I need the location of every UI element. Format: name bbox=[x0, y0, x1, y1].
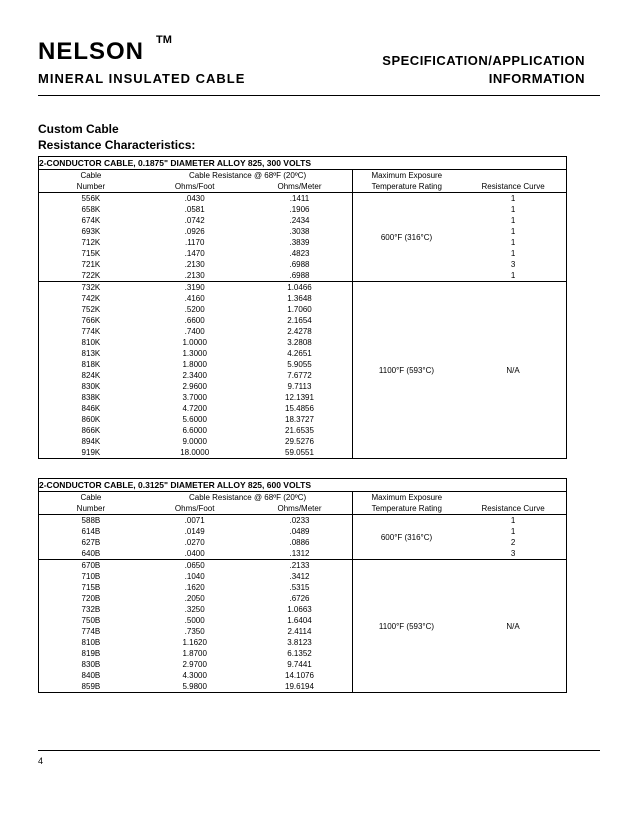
cable-number-cell: 919K bbox=[81, 448, 101, 457]
table-row bbox=[39, 248, 566, 259]
cable-number-cell: 715K bbox=[81, 249, 101, 258]
ohms-foot-cell: .3250 bbox=[184, 605, 205, 614]
resistance-curve-cell: 1 bbox=[510, 271, 516, 280]
resistance-table-2 bbox=[38, 478, 567, 693]
cable-number-cell: 721K bbox=[81, 260, 101, 269]
ohms-foot-cell: .2130 bbox=[184, 271, 205, 280]
ohms-foot-cell: .7350 bbox=[184, 627, 205, 636]
header-cell: Temperature Rating bbox=[371, 182, 442, 191]
resistance-curve-cell: 1 bbox=[510, 238, 516, 247]
footer-rule bbox=[38, 750, 600, 751]
ohms-meter-cell: .5315 bbox=[247, 582, 354, 593]
table-row bbox=[39, 270, 566, 281]
table-header-row bbox=[39, 170, 566, 181]
ohms-foot-cell: .0400 bbox=[184, 549, 205, 558]
cable-number-cell: 588B bbox=[81, 516, 101, 525]
ohms-foot-cell: 4.7200 bbox=[182, 404, 207, 413]
cable-number-cell: 710B bbox=[81, 572, 101, 581]
ohms-foot-cell: 1.1620 bbox=[182, 638, 207, 647]
ohms-foot-cell: .2130 bbox=[184, 260, 205, 269]
cable-number-cell: 627B bbox=[81, 538, 101, 547]
ohms-meter-cell: .4823 bbox=[247, 248, 354, 259]
header-right-line1: SPECIFICATION/APPLICATION bbox=[382, 53, 585, 68]
ohms-foot-cell: 1.0000 bbox=[182, 338, 207, 347]
ohms-foot-cell: 1.8700 bbox=[182, 649, 207, 658]
ohms-foot-cell: .1170 bbox=[184, 238, 205, 247]
resistance-curve-cell: N/A bbox=[506, 621, 520, 631]
table-header-row bbox=[39, 181, 566, 193]
header-cell: Cable Resistance @ 68ºF (20ºC) bbox=[143, 492, 354, 503]
table-row bbox=[39, 226, 566, 237]
cable-number-cell: 818K bbox=[81, 360, 101, 369]
cable-number-cell: 722K bbox=[81, 271, 101, 280]
ohms-meter-cell: 2.1654 bbox=[247, 315, 354, 326]
ohms-foot-cell: .0650 bbox=[184, 561, 205, 570]
table-row bbox=[39, 215, 566, 226]
cable-number-cell: 750B bbox=[81, 616, 101, 625]
ohms-meter-cell: .3038 bbox=[247, 226, 354, 237]
ohms-meter-cell: 5.9055 bbox=[247, 359, 354, 370]
cable-number-cell: 819B bbox=[81, 649, 101, 658]
ohms-meter-cell: .2133 bbox=[247, 560, 354, 571]
ohms-foot-cell: 1.8000 bbox=[182, 360, 207, 369]
table-title: 2-CONDUCTOR CABLE, 0.1875" DIAMETER ALLOY 825, 300 VOLTS bbox=[39, 157, 566, 170]
ohms-meter-cell: .0489 bbox=[247, 526, 354, 537]
header-cell: Cable bbox=[80, 493, 102, 502]
ohms-foot-cell: 1.3000 bbox=[182, 349, 207, 358]
ohms-meter-cell: 1.0466 bbox=[247, 282, 354, 293]
cable-number-cell: 670B bbox=[81, 561, 101, 570]
ohms-meter-cell: 19.6194 bbox=[247, 681, 354, 692]
header-cell: Ohms/Meter bbox=[247, 181, 354, 192]
temperature-rating-cell: 1100°F (593°C) bbox=[378, 365, 435, 375]
ohms-foot-cell: 5.9800 bbox=[182, 682, 207, 691]
table-row bbox=[39, 526, 566, 537]
ohms-foot-cell: 18.0000 bbox=[180, 448, 210, 457]
resistance-curve-cell: N/A bbox=[506, 365, 520, 375]
ohms-foot-cell: 6.6000 bbox=[182, 426, 207, 435]
ohms-foot-cell: .0270 bbox=[184, 538, 205, 547]
table-row bbox=[39, 193, 566, 204]
brand-logo-text: NELSON bbox=[38, 38, 145, 65]
ohms-foot-cell: .5200 bbox=[184, 305, 205, 314]
ohms-foot-cell: .0742 bbox=[184, 216, 205, 225]
header-cell: Ohms/Foot bbox=[174, 182, 215, 191]
resistance-curve-cell: 3 bbox=[510, 260, 516, 269]
ohms-meter-cell: 1.7060 bbox=[247, 304, 354, 315]
ohms-meter-cell: 18.3727 bbox=[247, 414, 354, 425]
header-cell: Resistance Curve bbox=[481, 504, 545, 513]
ohms-meter-cell: 1.0663 bbox=[247, 604, 354, 615]
trademark-symbol: TM bbox=[156, 34, 172, 46]
header-cell bbox=[460, 170, 566, 181]
table-row bbox=[39, 537, 566, 548]
resistance-curve-cell: 1 bbox=[510, 527, 516, 536]
cable-number-cell: 894K bbox=[81, 437, 101, 446]
ohms-foot-cell: .1040 bbox=[184, 572, 205, 581]
header-rule bbox=[38, 95, 600, 96]
cable-number-cell: 774B bbox=[81, 627, 101, 636]
ohms-meter-cell: 4.2651 bbox=[247, 348, 354, 359]
ohms-foot-cell: 9.0000 bbox=[182, 437, 207, 446]
ohms-meter-cell: .6988 bbox=[247, 270, 354, 281]
cable-number-cell: 766K bbox=[81, 316, 101, 325]
cable-number-cell: 720B bbox=[81, 594, 101, 603]
ohms-foot-cell: .5000 bbox=[184, 616, 205, 625]
cable-number-cell: 774K bbox=[81, 327, 101, 336]
cable-number-cell: 556K bbox=[81, 194, 101, 203]
ohms-foot-cell: .0926 bbox=[184, 227, 205, 236]
ohms-foot-cell: .7400 bbox=[184, 327, 205, 336]
ohms-foot-cell: .4160 bbox=[184, 294, 205, 303]
ohms-meter-cell: 59.0551 bbox=[247, 447, 354, 458]
ohms-meter-cell: .1906 bbox=[247, 204, 354, 215]
cable-number-cell: 715B bbox=[81, 583, 101, 592]
resistance-curve-cell: 1 bbox=[510, 227, 516, 236]
ohms-meter-cell: .0886 bbox=[247, 537, 354, 548]
ohms-foot-cell: .1470 bbox=[184, 249, 205, 258]
ohms-foot-cell: .1620 bbox=[184, 583, 205, 592]
cable-number-cell: 693K bbox=[81, 227, 101, 236]
table-row-group bbox=[39, 193, 566, 281]
header-cell: Ohms/Foot bbox=[174, 504, 215, 513]
ohms-meter-cell: 12.1391 bbox=[247, 392, 354, 403]
ohms-meter-cell: .6988 bbox=[247, 259, 354, 270]
header-cell: Number bbox=[76, 182, 106, 191]
ohms-meter-cell: 14.1076 bbox=[247, 670, 354, 681]
cable-number-cell: 674K bbox=[81, 216, 101, 225]
table-title: 2-CONDUCTOR CABLE, 0.3125" DIAMETER ALLOY 825, 600 VOLTS bbox=[39, 479, 566, 492]
cable-number-cell: 860K bbox=[81, 415, 101, 424]
resistance-curve-cell: 1 bbox=[510, 194, 516, 203]
cable-number-cell: 840B bbox=[81, 671, 101, 680]
ohms-meter-cell: 3.8123 bbox=[247, 637, 354, 648]
table-row-group bbox=[39, 515, 566, 559]
table-row bbox=[39, 515, 566, 526]
resistance-curve-cell: 3 bbox=[510, 549, 516, 558]
cable-number-cell: 640B bbox=[81, 549, 101, 558]
ohms-meter-cell: .2434 bbox=[247, 215, 354, 226]
section-title-line2: Resistance Characteristics: bbox=[38, 138, 196, 152]
cable-number-cell: 742K bbox=[81, 294, 101, 303]
section-title-line1: Custom Cable bbox=[38, 122, 119, 136]
cable-number-cell: 732K bbox=[81, 283, 101, 292]
brand-subtitle: MINERAL INSULATED CABLE bbox=[38, 71, 246, 86]
cable-number-cell: 712K bbox=[81, 238, 101, 247]
header-cell: Maximum Exposure bbox=[371, 493, 443, 502]
ohms-foot-cell: 5.6000 bbox=[182, 415, 207, 424]
ohms-meter-cell: 7.6772 bbox=[247, 370, 354, 381]
header-cell: Temperature Rating bbox=[371, 504, 442, 513]
ohms-meter-cell: 9.7441 bbox=[247, 659, 354, 670]
cable-number-cell: 830K bbox=[81, 382, 101, 391]
ohms-foot-cell: 4.3000 bbox=[182, 671, 207, 680]
ohms-meter-cell: 29.5276 bbox=[247, 436, 354, 447]
resistance-curve-cell: 1 bbox=[510, 205, 516, 214]
cable-number-cell: 824K bbox=[81, 371, 101, 380]
ohms-foot-cell: .0581 bbox=[184, 205, 205, 214]
table-row-group bbox=[39, 559, 566, 692]
table-row bbox=[39, 204, 566, 215]
cable-number-cell: 810B bbox=[81, 638, 101, 647]
resistance-curve-cell: 2 bbox=[510, 538, 516, 547]
resistance-curve-cell: 1 bbox=[510, 516, 516, 525]
ohms-meter-cell: 1.6404 bbox=[247, 615, 354, 626]
ohms-foot-cell: .2050 bbox=[184, 594, 205, 603]
table-row bbox=[39, 548, 566, 559]
ohms-foot-cell: .3190 bbox=[184, 283, 205, 292]
header-right-line2: INFORMATION bbox=[488, 71, 585, 86]
cable-number-cell: 732B bbox=[81, 605, 101, 614]
ohms-meter-cell: 2.4278 bbox=[247, 326, 354, 337]
table-header-row bbox=[39, 503, 566, 515]
temperature-rating-cell: 600°F (316°C) bbox=[380, 532, 433, 542]
cable-number-cell: 752K bbox=[81, 305, 101, 314]
cable-number-cell: 838K bbox=[81, 393, 101, 402]
temperature-rating-cell: 600°F (316°C) bbox=[380, 232, 433, 242]
ohms-meter-cell: .3839 bbox=[247, 237, 354, 248]
header-cell: Cable bbox=[80, 171, 102, 180]
ohms-foot-cell: .0071 bbox=[184, 516, 205, 525]
ohms-foot-cell: 2.9700 bbox=[182, 660, 207, 669]
cable-number-cell: 846K bbox=[81, 404, 101, 413]
ohms-foot-cell: .6600 bbox=[184, 316, 205, 325]
table-row bbox=[39, 259, 566, 270]
resistance-curve-cell: 1 bbox=[510, 216, 516, 225]
header-cell: Resistance Curve bbox=[481, 182, 545, 191]
cable-number-cell: 810K bbox=[81, 338, 101, 347]
ohms-meter-cell: 9.7113 bbox=[247, 381, 354, 392]
ohms-meter-cell: .1411 bbox=[247, 193, 354, 204]
page-number: 4 bbox=[38, 756, 44, 766]
ohms-foot-cell: .0149 bbox=[184, 527, 205, 536]
ohms-foot-cell: .0430 bbox=[184, 194, 205, 203]
header-cell: Maximum Exposure bbox=[371, 171, 443, 180]
ohms-meter-cell: 2.4114 bbox=[247, 626, 354, 637]
table-row bbox=[39, 237, 566, 248]
table-header-row bbox=[39, 492, 566, 503]
header-cell bbox=[460, 492, 566, 503]
ohms-foot-cell: 3.7000 bbox=[182, 393, 207, 402]
ohms-foot-cell: 2.9600 bbox=[182, 382, 207, 391]
temperature-rating-cell: 1100°F (593°C) bbox=[378, 621, 435, 631]
ohms-foot-cell: 2.3400 bbox=[182, 371, 207, 380]
table-row-group bbox=[39, 281, 566, 458]
ohms-meter-cell: 15.4856 bbox=[247, 403, 354, 414]
cable-number-cell: 866K bbox=[81, 426, 101, 435]
ohms-meter-cell: .6726 bbox=[247, 593, 354, 604]
ohms-meter-cell: 21.6535 bbox=[247, 425, 354, 436]
ohms-meter-cell: .1312 bbox=[247, 548, 354, 559]
header-cell: Cable Resistance @ 68ºF (20ºC) bbox=[143, 170, 354, 181]
ohms-meter-cell: 6.1352 bbox=[247, 648, 354, 659]
header-cell: Number bbox=[76, 504, 106, 513]
resistance-curve-cell: 1 bbox=[510, 249, 516, 258]
cable-number-cell: 859B bbox=[81, 682, 101, 691]
resistance-table-1 bbox=[38, 156, 567, 459]
ohms-meter-cell: .0233 bbox=[247, 515, 354, 526]
ohms-meter-cell: .3412 bbox=[247, 571, 354, 582]
cable-number-cell: 830B bbox=[81, 660, 101, 669]
ohms-meter-cell: 3.2808 bbox=[247, 337, 354, 348]
ohms-meter-cell: 1.3648 bbox=[247, 293, 354, 304]
cable-number-cell: 658K bbox=[81, 205, 101, 214]
cable-number-cell: 614B bbox=[81, 527, 101, 536]
header-cell: Ohms/Meter bbox=[247, 503, 354, 514]
cable-number-cell: 813K bbox=[81, 349, 101, 358]
